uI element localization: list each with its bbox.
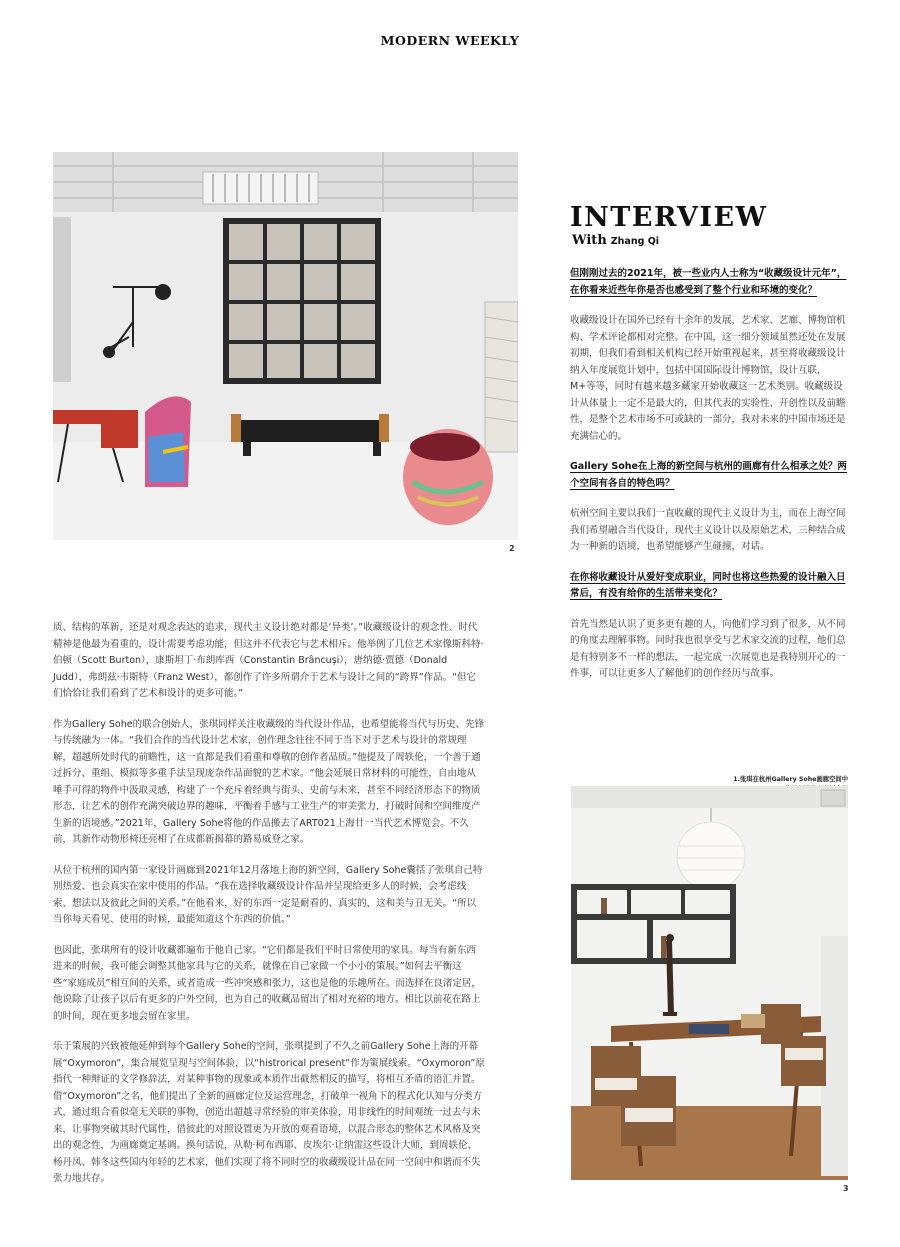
answer-2: 杭州空间主要以我们一直收藏的现代主义设计为主，而在上海空间我们希望融合当代设计，现代主义设计以及原始艺术，三种结合成为一种新的语境，也希望能够产生碰撞，对话。	[570, 508, 846, 552]
caption-1: 1.张琪在杭州Gallery Sohe画廊空间中	[733, 776, 848, 783]
answer-3: 首先当然是认识了更多更有趣的人，向他们学习到了很多，从不同的角度去理解事物。同时我也很享受与艺术家交流的过程，他们总是有特别多不一样的想法，一起完成一次展览也是我特别开心的一件事，可以让更多人了解他们的创作经历与故事。	[570, 618, 846, 679]
interview-title: INTERVIEW	[570, 202, 768, 233]
body-paragraph-3: 从位于杭州的国内第一家设计画廊到2021年12月落地上海的新空间，Gallery Sohe囊括了张琪自己特别热爱、也会真实在家中使用的作品。“我在选择收藏级设计作品并呈现给更多人的时候，会考虑线索、想法以及彼此之间的关系。”在他看来，好的东西一定是耐看的、真实的，这和美与丑无关。“所以当你每天看见、使用的时候，最能知道这个东西的价值。”	[53, 864, 483, 925]
page-number-2: 2	[509, 544, 515, 553]
article-body	[53, 620, 485, 1202]
question-3: 在你将收藏设计从爱好变成职业，同时也将这些热爱的设计融入日常后，有没有给你的生活带来变化？	[570, 571, 846, 599]
interview-byline	[572, 233, 659, 248]
masthead: MODERN WEEKLY	[380, 33, 520, 48]
dining-room-photo	[571, 786, 848, 1180]
interviewee-name: Zhang Qi	[610, 236, 660, 247]
with-label: With	[572, 233, 607, 248]
answer-1: 收藏级设计在国外已经有十余年的发展，艺术家、艺廊、博物馆机构、学术评论都相对完整。在中国，这一细分领域虽然还处在发展初期，但我们看到相关机构已经开始重视起来，甚至将收藏级设计纳入年度展览计划中，包括中国国际设计博物馆，设计互联，M+等等，同时有越来越多藏家开始收藏这一艺术类别。收藏级设计从体量上一定不是最大的，但其代表的实验性、开创性以及前瞻性，是整个艺术市场不可或缺的一部分，我对未来的中国市场还是充满信心的。	[570, 315, 846, 442]
body-paragraph-5: 乐于策展的兴致被他延伸到每个Gallery Sohe的空间，张琪提到了不久之前Gallery Sohe上海的开幕展“Oxymoron”，集合展览呈现与空间体验，以“histrorical present”作为策展线索。“Oxymoron”原指代一种辩证的文学修辞法，对某种事物的现象或本质作出截然相反的描写，将相互矛盾的语汇并置。借“Oxymoron”之名，他们提出了全新的画廊定位及运营理念，打破单一视角下的程式化认知与分类方式，通过组合看似毫无关联的事物，创造出超越寻常经验的审美体验，用非线性的时间观统一过去与未来，让事物突破其时代属性，借彼此的对照设置更为开放的观看语境，以混合形态的整体艺术风格及突出的观念性，为画廊奠定基调。换句话说，从勒·柯布西耶、皮埃尔·让纳雷这些设计大师，到周轶伦、杨丹凤、韩冬这些国内年轻的艺术家，他们实现了将不同时空的收藏级设计品在同一空间中和谐而不失张力地共存。	[53, 1041, 485, 1184]
body-paragraph-2: 作为Gallery Sohe的联合创始人，张琪同样关注收藏级的当代设计作品，也希望能将当代与历史、先锋与传统融为一体。“我们合作的当代设计艺术家，创作理念往往不同于当下对于艺术与设计的常规理解，超越所处时代的前瞻性，这一直都是我们看重和尊敬的创作者品质。”他提及了周轶伦，一个善于通过拆分、重组、模拟等多重手法呈现庞杂作品面貌的艺术家。“他会延展日常材料的可能性，自由地从唾手可得的物件中汲取灵感，构建了一个充斥着经典与街头、史前与未来，甚至不同经济形态下的物质形态，让艺术的创作充满突破边界的趣味，平衡着手感与工业生产的审美张力，打破时间和空间维度产生新的语境感。”2021年，Gallery Sohe将他的作品搬去了ART021上海廿一当代艺术博览会。不久前，其新作动物形椅还亮相了在成都新揭幕的路易威登之家。	[53, 718, 485, 845]
page-number-3: 3	[843, 1184, 849, 1193]
question-2: Gallery Sohe在上海的新空间与杭州的画廊有什么相承之处？两个空间有各自的特色吗？	[570, 461, 847, 489]
gallery-interior-photo	[53, 152, 518, 540]
interview-qa	[570, 266, 852, 697]
body-paragraph-4: 也因此，张琪所有的设计收藏都遍布于他自己家。“它们都是我们平时日常使用的家具。每当有新东西进来的时候，我可能会调整其他家具与它的关系，就像在自己家做一个小小的策展。”如何去平衡这些“家庭成员”相互间的关系，或者造成一些冲突感和张力，这也是他的乐趣所在。而选择在良渚定居，他说除了让孩子以后有更多的户外空间，也为自己的收藏品留出了相对充裕的地方。相比以前花在路上的时间，现在更多地会留在家里。	[53, 944, 481, 1022]
question-1: 但刚刚过去的2021年，被一些业内人士称为“收藏级设计元年”，在你看来近些年你是否也感受到了整个行业和环境的变化？	[570, 268, 847, 296]
body-paragraph-1: 质、结构的革新，还是对观念表达的追求，现代主义设计绝对都是‘异类’。”收藏级设计的观念性、时代精神是他最为看重的，设计需要考虑功能，但这并不代表它与艺术相斥。他举例了几位艺术家像斯科特·伯顿（Scott Burton），康斯坦丁·布朗库西（Constantin Brâncuși），唐纳德·贾德（Donald Judd），弗朗兹·韦斯特（Franz West），都创作了许多所谓介于艺术与设计之间的“跨界”作品。“但它们恰恰让我们看到了艺术和设计的更多可能。”	[53, 622, 484, 699]
